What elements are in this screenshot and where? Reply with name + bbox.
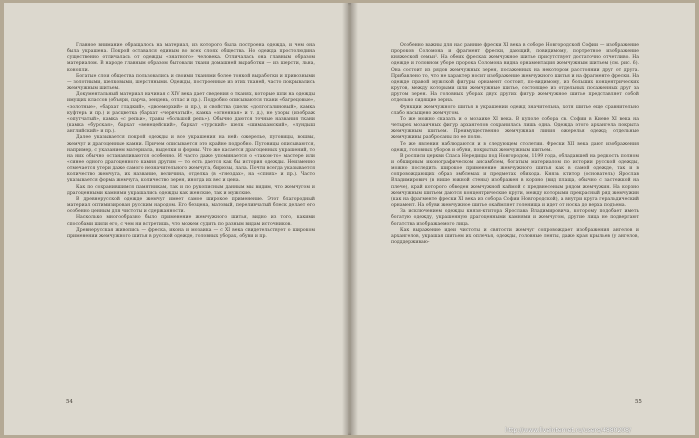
watermark-url: http://www.liveinternet.ru/users/4880208/ xyxy=(505,427,631,434)
page-number-left: 54 xyxy=(66,399,73,405)
book-gutter xyxy=(342,3,358,435)
paragraph: В росписи церкви Спаса Нередицы под Новгородом, 1199 года, обладавшей на редкость полном и обширным иконографическом ансамблем, богатым материалом по истории русской одежды, можно последить широкое применение жемчужного шитья как в самой одежде, так и в сопровождающих образ эмблемах и предметах обихода. Князь ктитор (основатель) Ярослав Владимирович (в нише южной стены) изображен в корзно (вид плаща, обычно с застежкой на плече), край которого обведен жемчужной каймой с предвнесеным рядом жемчужин. На корзно жемчужным шитьем даются концентрические круги, между которыми прекрасный ряд жемчужин (как на фрагменте фрески XI века из собора Софии Новгородской), а внутри круга геральдический орнамент. На обуви жемчужное шитье окаймляет голенища и идет от носка до верха подъема. xyxy=(391,153,639,209)
paragraph: То же можно сказать и о мозаике XI века. В куполе собора св. Софии в Киеве XI века на четырех мозаичных фигур архангелов сохранилась лишь одна. Одежда этого архангела покрыта жемчужным шитьем. Преимущественно жемчужная линия ожерелья одежд; отдельные жемчужины разбросаны по ее полю. xyxy=(391,116,639,141)
paragraph: Функции жемчужного шитья в украшении одежд значительна, хотя шитье еще сравнительно слабо насыщено жемчугом. xyxy=(391,104,639,116)
book-spread xyxy=(4,3,695,435)
paragraph: Главное внимание обращалось на материал, из которого была построена одежда, и чем она была украшена. Покрой оставался единым во всех слоях общества. Но одежда простолюдина существенно отличалась от одежды «знатного» человека. Отличалась она главным образом материалом. В народе главным образом бытовали ткани домашней выработки — из шерсти, льна, конопли. xyxy=(67,43,315,73)
right-page-text xyxy=(391,43,639,246)
paragraph: Древнерусская живопись — фреска, икона и мозаика — с XI века свидетельствует о широком применении жемчужного шитья в русской одежде, головных уборах, обуви и пр. xyxy=(67,227,315,239)
paragraph: Далее указывается покрой одежды и все украшения на ней: ожерелье, пуговицы, вошвы, жемчуг и драгоценные камни. Причем описывается это крайне подробно. Пуговицы описываются, например, с указанием материала, выделки и формы. Что же касается драгоценных украшений, то на них обычно останавливаются особенно. И часто даже упоминается о «таком-то» мастере или «синее одного драгоценного камня другим — то есть дается как бы история одежды. Неизменно отмечается утери даже самого незначительного жемчуга, бирюзы, лала. Почти всегда указывается количество жемчуга, их название, величина, отделка (в «гнездах», на «спнях» и пр.). Часто указывается форма жемчуга, количество зерен, иногда их вес и цена. xyxy=(67,135,315,184)
paragraph: В древнерусской одежде жемчуг имеет самое широкое применение. Этот благородный материал оптимизирован русским народом. Его безцена, матовый, переливчатый блеск делает его особенно ценным для чистоты и сдержанности. xyxy=(67,196,315,215)
left-page-text xyxy=(67,43,315,240)
right-page xyxy=(351,3,695,435)
paragraph: Насколько многообразно было применение жемчужного шитья, видно из того, какими способами шили его, с чем ни встретишь, что можем судить по разным видам источников. xyxy=(67,215,315,227)
left-page xyxy=(4,3,348,435)
paragraph: Как выражение идеи чистоты и святости жемчуг сопровождает изображения ангелов и архангелов, украшая шитьем их оплечья, одежды, головные ленты, даже края крыльев (у ангелов, подддерживаю- xyxy=(391,227,639,245)
paragraph: Богатые слои общества пользовались и своими тканями более тонкой выработки и привозными — золотными, шелковыми, шерстяными. Одежды, построенные из этих тканей, часто покрывались жемчужным шитьем. xyxy=(67,73,315,92)
paragraph: Как по сохранившимся памятникам, так и по рукописным данным мы видим, что жемчугом и драгоценными камнями украшались одежды как женские, так и мужские. xyxy=(67,184,315,196)
page-number-right: 55 xyxy=(635,399,642,405)
paragraph: Особенно важны для нас ранние фрески XI века в соборе Новгородской Софии — изображение пророков Соломона и фрагмент фрески, дающий, повидимому, портретное изображение княжеской семьи¹. На обеих фресках жемчужное шитье присутствует достаточно отчетливо. На одежде и головном уборе пророка Соломона видна орнаментация жемчужным шитьем (см. рис. 6). Она состоит из рядов жемчужных зерен, посаженных на некотором расстоянии друг от друга. Прибавлено то, что не характер носит изображение жемчужного шитья и на фрагменте фрески. На одежде правой мужской фигуры орнамент состоит, по-видимому, из больших концентрических кругов, между которыми шли жемчужные шитье, состоящее из отдельных посаженных друг за другом зерен. На головных уборах двух других фигур жемчужное шитье представляет собой отдельно сидящие зерна. xyxy=(391,43,639,104)
paragraph: Те же явления наблюдаются и в следующем столетии. Фрески XII века дают изображения одежд, головных уборов и обуви, покрытых жемчужным шитьем. xyxy=(391,141,639,153)
paragraph: За исключением одежды князя-ктитора Ярослава Владимировича, которому подобает иметь богатую одежду, украшенную драгоценными камнями и жемчугом, другие лица не подвергают богатства изображаемого лица. xyxy=(391,209,639,227)
paragraph: Документальный материал начиная с XIV века дает сведения о тканях, которые шли на одежды имущих классов (объяри, парча, зендень, отлас и пр.). Подробно описываются ткани «багрецовые», «золотные», «бархат гладкий», «двоеморхий» и пр.), и свойства (шелк «долгогалиновый», камка куфтерь и пр.) и расцветка (бархат «червчатый», камка «огненная» и т. д.), не узоры (изображ «опутчатый», камка «с репьи», травы «большой репь»). Обычно даются точные названия ткани (камка «бурская», бархат «венецейский», бархат «турский» шелк «шимахамский», «лундыш английский» и пр.). xyxy=(67,92,315,135)
